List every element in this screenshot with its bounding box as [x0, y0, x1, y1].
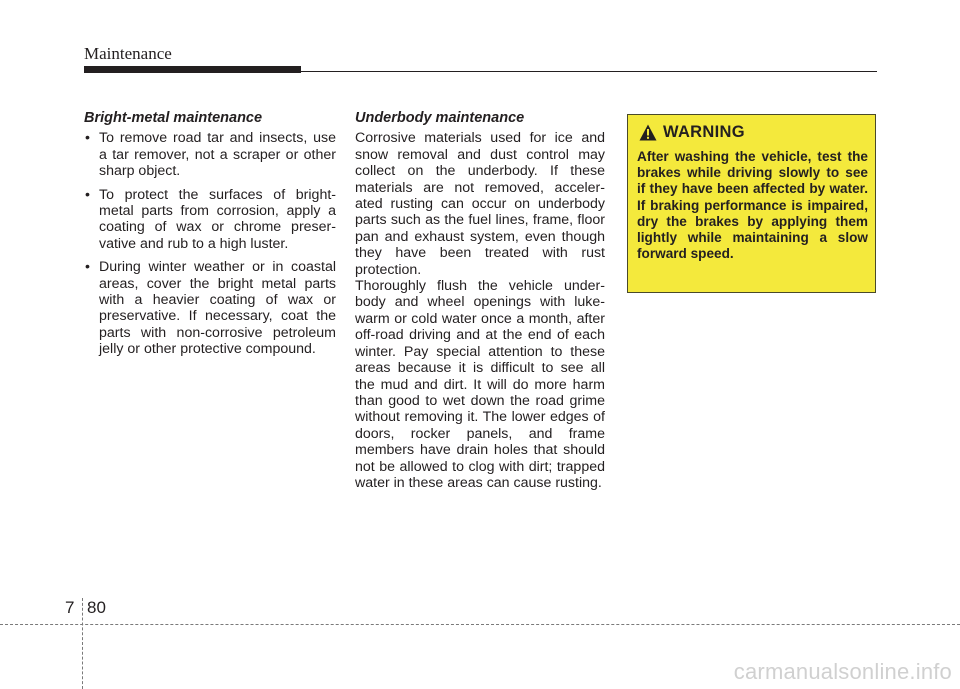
paragraph: Thoroughly flush the vehicle under-body and wheel openings with luke-warm or cold water once a month, after off-road driving and at the end of each winter. Pay special attention to these areas because it is difficult to see all the mud and dirt. It will do more harm than good to wet down the road grime without removing it. The lower edges of doors, rocker panels, and frame members have drain holes that should not be allowed to clog with dirt; trapped water in these areas can cause rusting. [355, 278, 605, 491]
paragraph: Corrosive materials used for ice and snow removal and dust control may collect on the underbody. If these materials are not removed, acceler-ated rusting can occur on underbody parts such as the fuel lines, frame, floor pan and exhaust system, even though they have been treated with rust protection. [355, 130, 605, 278]
bright-metal-section [84, 110, 336, 365]
list-item-text: During winter weather or in coastal areas, cover the bright metal parts with a heavier coating of wax or preservative. If necessary, coat the parts with non-corrosive petroleum jelly or other protective compound. [99, 259, 336, 358]
footer-rule [0, 624, 960, 625]
warning-title: WARNING [663, 123, 745, 141]
warning-triangle-icon [639, 124, 657, 141]
list-item-text: To remove road tar and insects, use a tar remover, not a scraper or other sharp object. [99, 130, 336, 180]
section-title-underbody: Underbody maintenance [355, 110, 525, 126]
warning-header [639, 123, 745, 142]
list-item [84, 187, 336, 253]
watermark: carmanualsonline.info [733, 659, 952, 684]
bullet-icon: • [85, 186, 90, 203]
warning-box [627, 114, 876, 293]
list-item [84, 259, 336, 357]
header-rule [301, 71, 877, 72]
bullet-icon: • [85, 259, 90, 276]
footer-divider [82, 598, 83, 689]
underbody-section [355, 110, 605, 491]
bullet-list [84, 130, 336, 357]
header-bar [84, 66, 301, 73]
list-item-text: To protect the surfaces of bright-metal parts from corrosion, apply a coating of wax or chrome preser-vative and rub to a high luster. [99, 186, 336, 252]
warning-text: After washing the vehicle, test the brakes while driving slowly to see if they have been affected by water. If braking performance is impaired, dry the brakes by applying them lightly while maintaining a slow forward speed. [637, 149, 868, 262]
section-title-bright-metal: Bright-metal maintenance [84, 110, 263, 126]
bullet-icon: • [85, 130, 90, 147]
list-item [84, 130, 336, 179]
page-number: 80 [87, 598, 106, 617]
chapter-number: 7 [65, 598, 75, 617]
page-header-title: Maintenance [84, 44, 172, 63]
